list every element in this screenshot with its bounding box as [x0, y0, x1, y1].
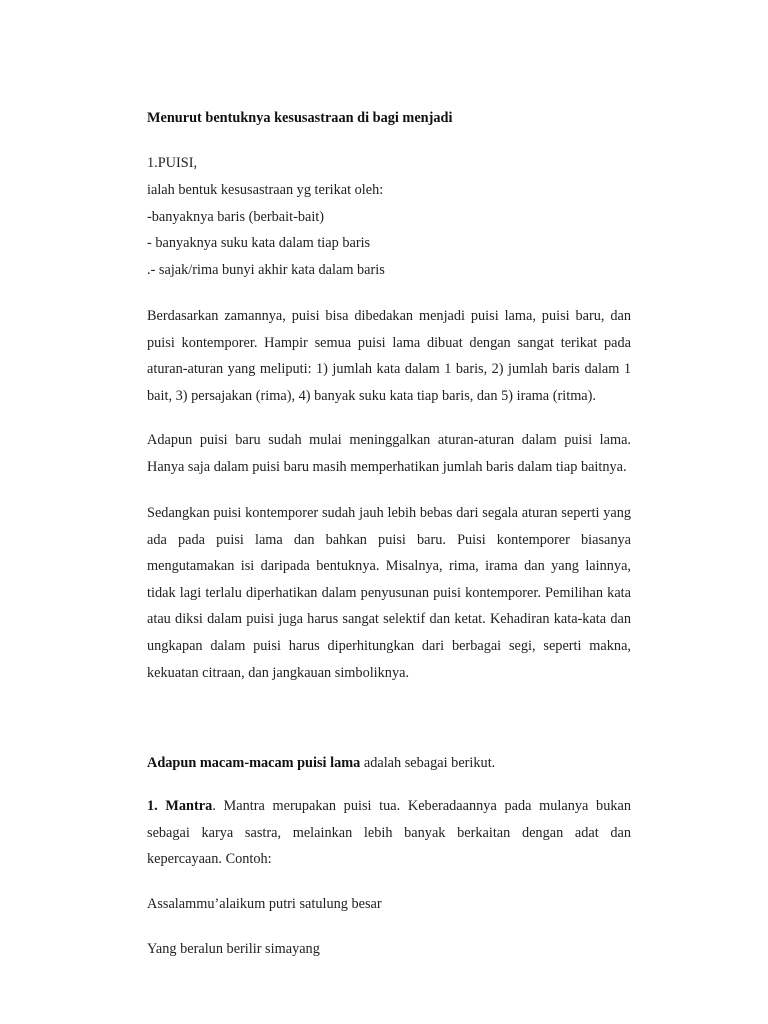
paragraph-line: Hanya saja dalam puisi baru masih memperhatikan jumlah baris dalam tiap baitnya. — [147, 459, 627, 475]
puisi-line: .- sajak/rima bunyi akhir kata dalam baris — [147, 262, 385, 278]
mantra-line: sebagai karya sastra, melainkan lebih banyak berkaitan dengan adat dan — [147, 825, 631, 841]
puisi-line: - banyaknya suku kata dalam tiap baris — [147, 235, 371, 251]
mantra-line: kepercayaan. Contoh: — [147, 851, 272, 867]
macam-bold: Adapun macam-macam puisi lama — [147, 755, 361, 771]
puisi-heading: 1.PUISI, — [147, 155, 198, 171]
mantra-term: 1. Mantra — [147, 798, 213, 814]
paragraph-line: bait, 3) persajakan (rima), 4) banyak suku kata tiap baris, dan 5) irama (ritma). — [147, 388, 596, 404]
paragraph-line: kekuatan citraan, dan jangkauan simboliknya. — [147, 665, 410, 681]
paragraph-line: tidak lagi terlalu diperhatikan dalam penyusunan puisi kontemporer. Pemilihan kata — [147, 585, 631, 601]
paragraph-line: Berdasarkan zamannya, puisi bisa dibedakan menjadi puisi lama, puisi baru, dan — [147, 308, 631, 324]
document-title — [147, 109, 631, 127]
puisi-line: -banyaknya baris (berbait-bait) — [147, 209, 325, 225]
paragraph-line: Sedangkan puisi kontemporer sudah jauh lebih bebas dari segala aturan seperti yang — [147, 505, 631, 521]
puisi-line: ialah bentuk kesusastraan yg terikat oleh: — [147, 182, 384, 198]
macam-heading — [147, 754, 631, 772]
macam-rest: adalah sebagai berikut. — [360, 755, 496, 771]
paragraph-line: puisi kontemporer. Hampir semua puisi lama dibuat dengan sangat terikat pada — [147, 335, 631, 351]
paragraph-line: aturan-aturan yang meliputi: 1) jumlah kata dalam 1 baris, 2) jumlah baris dalam 1 — [147, 361, 631, 377]
example-line: Assalammu’alaikum putri satulung besar — [147, 896, 382, 912]
paragraph-line: ada pada puisi lama dan bahkan puisi baru. Puisi kontemporer biasanya — [147, 532, 631, 548]
mantra-line — [147, 797, 631, 815]
paragraph-line: atau diksi dalam puisi juga harus sangat selektif dan ketat. Kehadiran kata-kata dan — [147, 611, 631, 627]
title-text: Menurut bentuknya kesusastraan di bagi menjadi — [147, 110, 453, 126]
paragraph-line: Adapun puisi baru sudah mulai meninggalkan aturan-aturan dalam puisi lama. — [147, 432, 631, 448]
paragraph-line: ungkapan dalam puisi harus diperhitungkan dari berbagai segi, seperti makna, — [147, 638, 631, 654]
paragraph-line: mengutamakan isi daripada bentuknya. Misalnya, rima, irama dan yang lainnya, — [147, 558, 631, 574]
example-line: Yang beralun berilir simayang — [147, 941, 320, 957]
mantra-text: . Mantra merupakan puisi tua. Keberadaannya pada mulanya bukan — [212, 798, 631, 814]
